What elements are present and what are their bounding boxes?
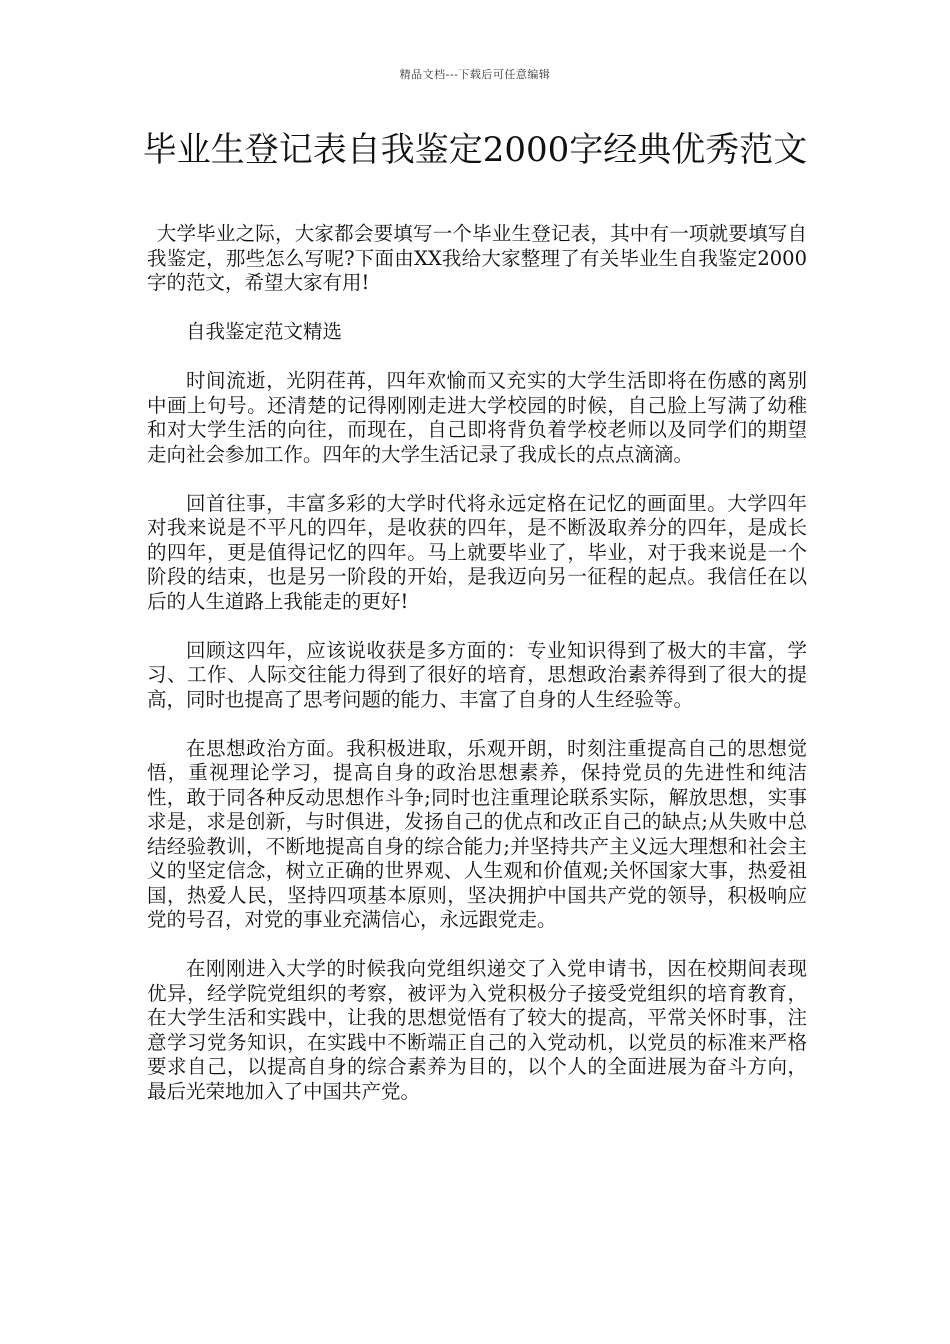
- header-note: 精品文档---下载后可任意编辑: [399, 68, 551, 81]
- document-title: 毕业生登记表自我鉴定2000字经典优秀范文: [142, 130, 808, 170]
- body-paragraph: 在思想政治方面。我积极进取，乐观开朗，时刻注重提高自己的思想觉悟，重视理论学习，提高自身的政治思想素养，保持党员的先进性和纯洁性，敢于同各种反动思想作斗争;同时也注重理论联系实际，解放思想，实事求是，求是创新，与时俱进，发扬自己的优点和改正自己的缺点;从失败中总结经验教训，不断地提高自身的综合能力;并坚持共产主义远大理想和社会主义的坚定信念，树立正确的世界观、人生观和价值观;关怀国家大事，热爱祖国，热爱人民，坚持四项基本原则，坚决拥护中国共产党的领导，积极响应党的号召，对党的事业充满信心，永远跟党走。: [147, 736, 807, 931]
- body-paragraph: 回顾这四年，应该说收获是多方面的：专业知识得到了极大的丰富，学习、工作、人际交往能力得到了很好的培育，思想政治素养得到了很大的提高，同时也提高了思考问题的能力、丰富了自身的人生经验等。: [147, 638, 807, 711]
- document-body: [147, 222, 807, 1129]
- body-paragraph: 在刚刚进入大学的时候我向党组织递交了入党申请书，因在校期间表现优异，经学院党组织的考察，被评为入党积极分子接受党组织的培育教育，在大学生活和实践中，让我的思想觉悟有了较大的提高，平常关怀时事，注意学习党务知识，在实践中不断端正自己的入党动机，以党员的标准来严格要求自己，以提高自身的综合素养为目的，以个人的全面进展为奋斗方向，最后光荣地加入了中国共产党。: [147, 957, 807, 1103]
- intro-paragraph: 大学毕业之际，大家都会要填写一个毕业生登记表，其中有一项就要填写自我鉴定，那些怎么写呢?下面由XX我给大家整理了有关毕业生自我鉴定2000字的范文，希望大家有用!: [147, 222, 807, 294]
- body-paragraph: 时间流逝，光阴荏苒，四年欢愉而又充实的大学生活即将在伤感的离别中画上句号。还清楚的记得刚刚走进大学校园的时候，自己脸上写满了幼稚和对大学生活的向往，而现在，自己即将背负着学校老师以及同学们的期望走向社会参加工作。四年的大学生活记录了我成长的点点滴滴。: [147, 369, 807, 466]
- section-heading: 自我鉴定范文精选: [186, 320, 343, 343]
- body-paragraph: 回首往事，丰富多彩的大学时代将永远定格在记忆的画面里。大学四年对我来说是不平凡的四年，是收获的四年，是不断汲取养分的四年，是成长的四年，更是值得记忆的四年。马上就要毕业了，毕业，对于我来说是一个阶段的结束，也是另一阶段的开始，是我迈向另一征程的起点。我信任在以后的人生道路上我能走的更好!: [147, 491, 807, 613]
